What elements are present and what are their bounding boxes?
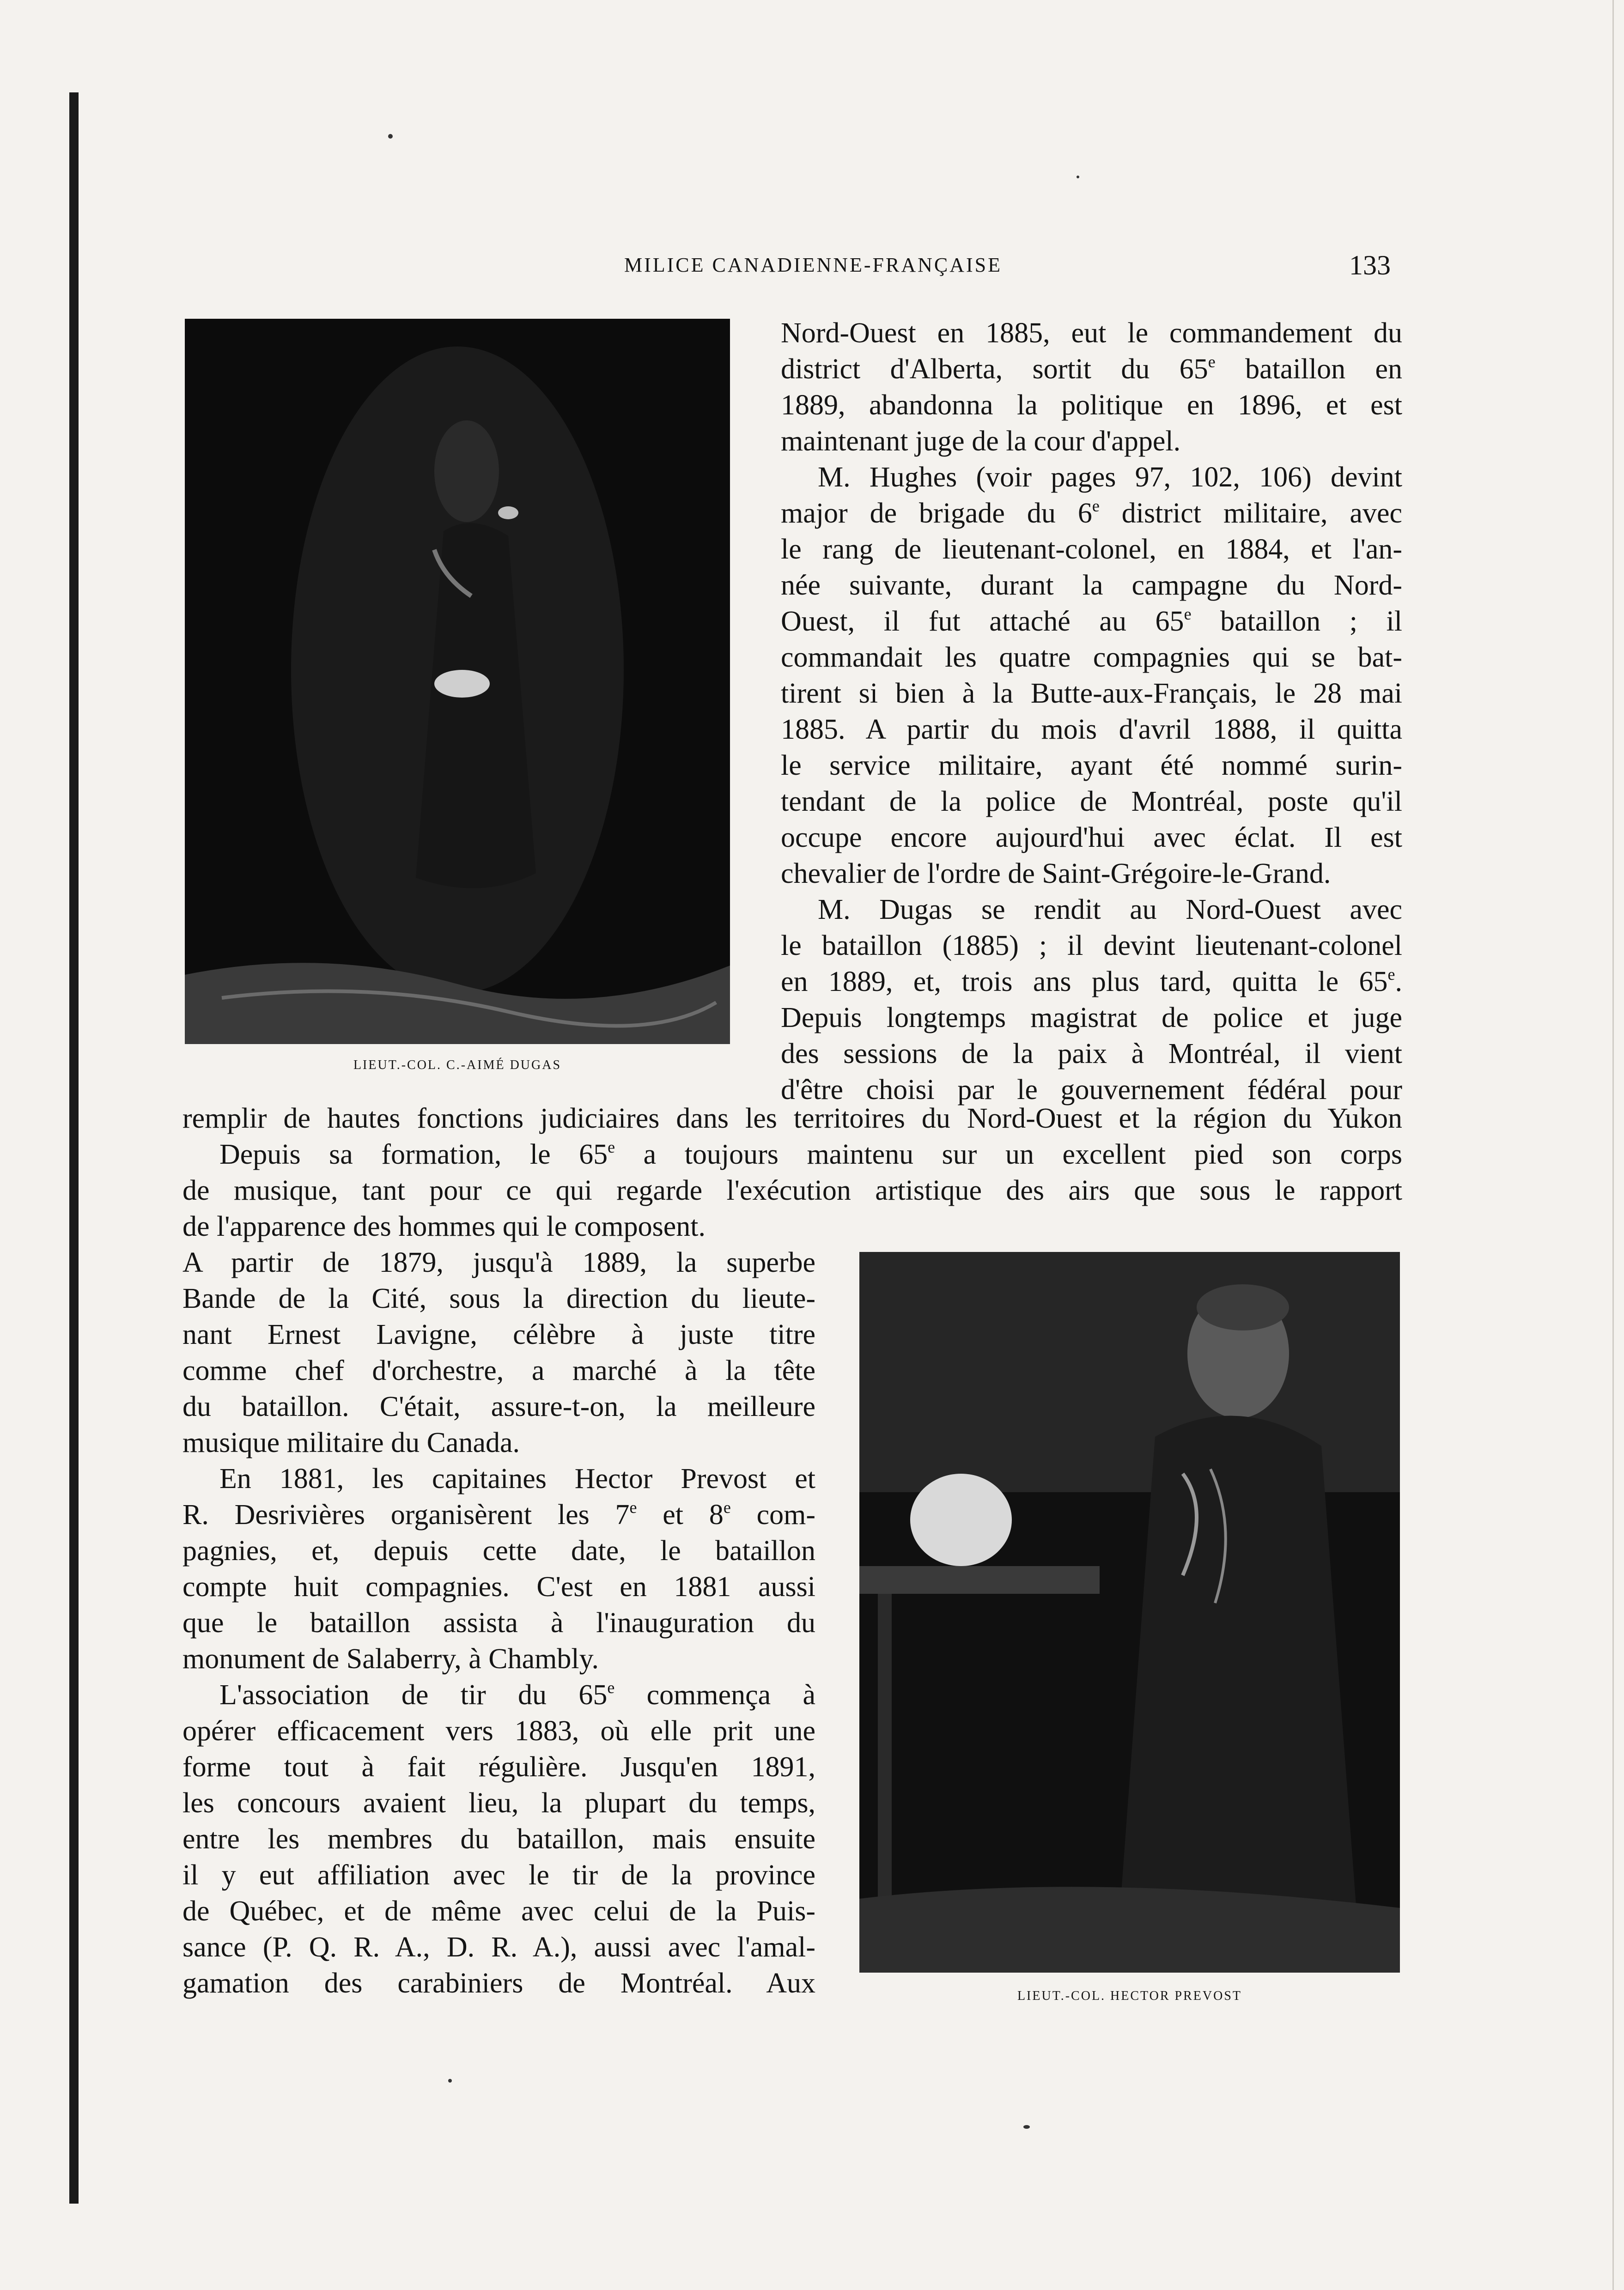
full-width-text	[182, 1100, 1402, 1245]
text-line: 1885. A partir du mois d'avril 1888, il quitta	[781, 714, 1402, 745]
text-line: pagnies, et, depuis cette date, le bataillon	[182, 1535, 815, 1567]
page-number: 133	[1349, 250, 1391, 280]
text-line: musique militaire du Canada.	[182, 1427, 520, 1458]
page-binding-edge	[69, 92, 79, 2204]
text-line: de Québec, et de même avec celui de la Puis-	[182, 1895, 815, 1927]
text-line: Depuis longtemps magistrat de police et juge	[781, 1002, 1402, 1033]
text-line: L'association de tir du 65e commença à	[219, 1678, 815, 1711]
text-line: remplir de hautes fonctions judiciaires dans les territoires du Nord-Ouest et la région du Yukon	[182, 1103, 1402, 1134]
text-line: compte huit compagnies. C'est en 1881 aussi	[182, 1571, 815, 1603]
text-line: En 1881, les capitaines Hector Prevost et	[219, 1463, 815, 1494]
text-line: Bande de la Cité, sous la direction du lieute-	[182, 1283, 815, 1314]
right-column-text	[781, 315, 1402, 1108]
text-line: tirent si bien à la Butte-aux-Français, le 28 mai	[781, 678, 1402, 709]
text-line: R. Desrivières organisèrent les 7e et 8e com-	[182, 1498, 815, 1531]
text-line: le rang de lieutenant-colonel, en 1884, et l'an-	[781, 534, 1402, 565]
text-line: Depuis sa formation, le 65e a toujours maintenu sur un excellent pied son corps	[219, 1138, 1403, 1170]
text-line: sance (P. Q. R. A., D. R. A.), aussi avec l'amal-	[182, 1932, 815, 1963]
text-line: A partir de 1879, jusqu'à 1889, la superbe	[182, 1247, 815, 1278]
text-line: commandait les quatre compagnies qui se bat-	[781, 642, 1402, 673]
text-line: Ouest, il fut attaché au 65e bataillon ; il	[781, 605, 1402, 637]
text-line: gamation des carabiniers de Montréal. Aux	[182, 1968, 815, 1999]
text-line: M. Hughes (voir pages 97, 102, 106) devint	[818, 462, 1402, 493]
text-line: maintenant juge de la cour d'appel.	[781, 425, 1181, 457]
text-line: que le bataillon assista à l'inauguration du	[182, 1607, 815, 1639]
scan-speck	[448, 2079, 452, 2083]
text-line: nant Ernest Lavigne, célèbre à juste titre	[182, 1319, 815, 1350]
scan-speck	[1023, 2125, 1030, 2129]
page-right-edge	[1612, 0, 1614, 2290]
text-line: tendant de la police de Montréal, poste qu'il	[781, 786, 1402, 817]
text-line: le bataillon (1885) ; il devint lieutenant-colonel	[781, 930, 1402, 961]
text-line: comme chef d'orchestre, a marché à la tête	[182, 1355, 815, 1386]
portrait-photo-dugas	[185, 319, 730, 1044]
text-line: d'être choisi par le gouvernement fédéral pour	[781, 1074, 1402, 1106]
text-line: occupe encore aujourd'hui avec éclat. Il est	[781, 822, 1402, 853]
scan-speck	[388, 134, 393, 139]
text-line: district d'Alberta, sortit du 65e bataillon en	[781, 352, 1402, 385]
text-line: les concours avaient lieu, la plupart du temps,	[182, 1787, 815, 1819]
text-line: de musique, tant pour ce qui regarde l'exécution artistique des airs que sous le rapport	[182, 1175, 1402, 1206]
text-line: entre les membres du bataillon, mais ensuite	[182, 1823, 815, 1855]
running-header: MILICE CANADIENNE-FRANÇAISE	[624, 254, 1003, 276]
text-line: 1889, abandonna la politique en 1896, et est	[781, 389, 1402, 421]
text-line: Nord-Ouest en 1885, eut le commandement du	[781, 317, 1402, 349]
text-line: de l'apparence des hommes qui le composent.	[182, 1211, 706, 1242]
text-line: opérer efficacement vers 1883, où elle prit une	[182, 1715, 815, 1747]
text-line: M. Dugas se rendit au Nord-Ouest avec	[818, 894, 1402, 925]
portrait-photo-prevost	[859, 1252, 1400, 1973]
text-line: chevalier de l'ordre de Saint-Grégoire-le-Grand.	[781, 858, 1331, 889]
text-line: née suivante, durant la campagne du Nord-	[781, 570, 1402, 601]
text-line: le service militaire, ayant été nommé surin-	[781, 750, 1402, 781]
text-line: major de brigade du 6e district militaire, avec	[781, 497, 1402, 529]
text-line: monument de Salaberry, à Chambly.	[182, 1643, 599, 1675]
text-line: en 1889, et, trois ans plus tard, quitta le 65e.	[781, 965, 1402, 997]
text-line: du bataillon. C'était, assure-t-on, la meilleure	[182, 1391, 815, 1422]
caption-prevost: LIEUT.-COL. HECTOR PREVOST	[1017, 1989, 1242, 2003]
text-line: il y eut affiliation avec le tir de la province	[182, 1859, 815, 1891]
scan-speck	[1077, 176, 1079, 178]
text-line: forme tout à fait régulière. Jusqu'en 1891,	[182, 1751, 815, 1783]
left-column-text	[182, 1245, 815, 2001]
caption-dugas: LIEUT.-COL. C.-AIMÉ DUGAS	[353, 1058, 562, 1072]
text-line: des sessions de la paix à Montréal, il vient	[781, 1038, 1402, 1069]
